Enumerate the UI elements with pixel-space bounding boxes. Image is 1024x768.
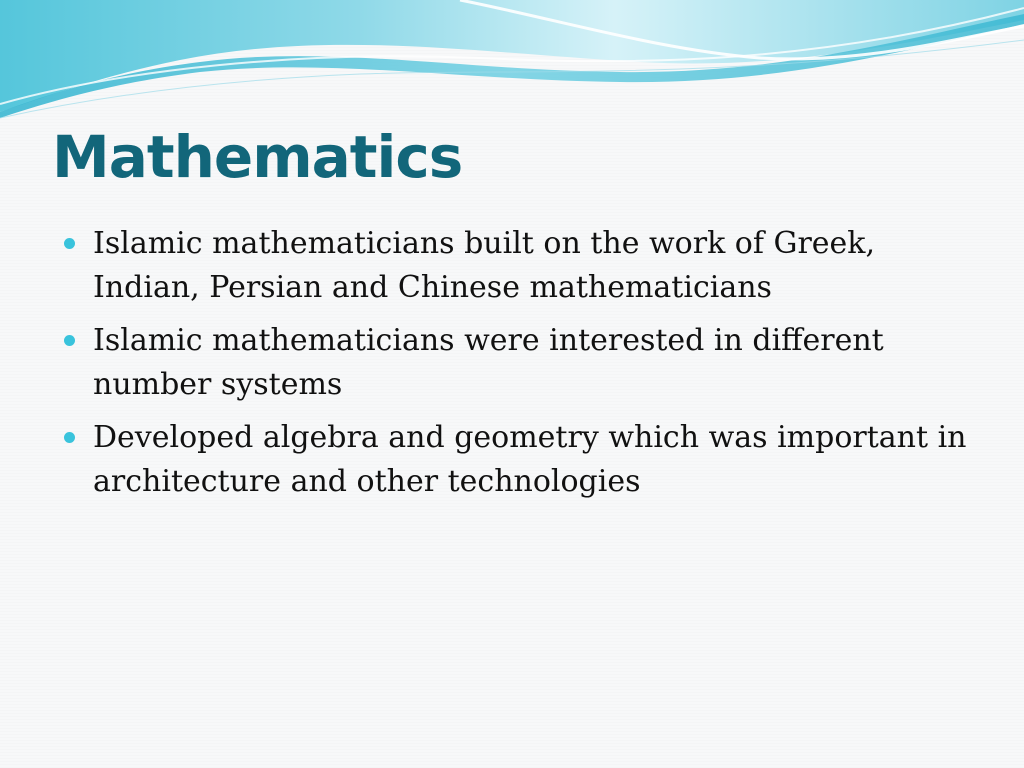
bullet-text: Islamic mathematicians were interested in different number systems xyxy=(93,323,884,402)
bullet-list xyxy=(64,222,974,513)
header-wave-decoration xyxy=(0,0,1024,120)
bullet-text: Developed algebra and geometry which was important in architecture and other technologies xyxy=(93,420,967,499)
bullet-item xyxy=(64,319,974,407)
bullet-dot-icon xyxy=(64,335,75,346)
bullet-text: Islamic mathematicians built on the work of Greek, Indian, Persian and Chinese mathematicians xyxy=(93,226,876,305)
bullet-item xyxy=(64,416,974,504)
slide-title: Mathematics xyxy=(52,123,463,191)
bullet-item xyxy=(64,222,974,310)
bullet-dot-icon xyxy=(64,432,75,443)
bullet-dot-icon xyxy=(64,238,75,249)
